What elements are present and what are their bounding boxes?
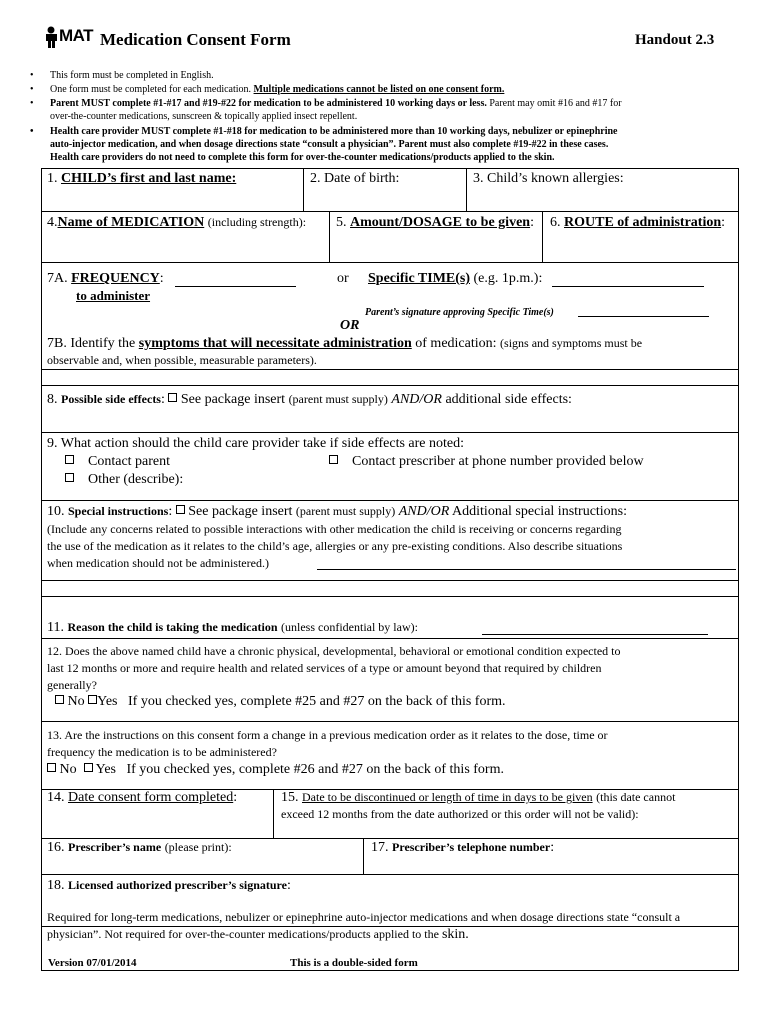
double-sided-label: This is a double-sided form	[290, 957, 418, 969]
option-contact-parent[interactable]: Contact parent	[65, 454, 170, 470]
field-9-action: 9. What action should the child care provider take if side effects are noted:	[47, 436, 464, 451]
checkbox-12-yes[interactable]	[88, 695, 97, 704]
bullet-3: • Parent MUST complete #1-#17 and #19-#22 for medication to be administered 10 working days or less. Parent may omit #16 and #17 for over-the-counter medications, sunscreen & topically applied insect repellent.	[30, 98, 622, 122]
or-divider: OR	[340, 318, 360, 333]
form-title: Medication Consent Form	[100, 30, 291, 49]
special-instructions-line[interactable]	[317, 569, 736, 570]
mat-logo	[45, 26, 93, 48]
field-7a-specific-time[interactable]: Specific TIME(s) (e.g. 1p.m.):	[368, 271, 543, 286]
special-package-insert-checkbox[interactable]	[176, 505, 185, 514]
checkbox-contact-parent[interactable]	[65, 455, 74, 464]
field-12-text-2: last 12 months or more and require health and related services of a type or amount beyond that required by children	[47, 661, 602, 675]
parent-signature-time: Parent’s signature approving Specific Time(s)	[365, 307, 554, 318]
or-label: or	[337, 271, 349, 286]
checkbox-13-no[interactable]	[47, 763, 56, 772]
parent-signature-line[interactable]	[578, 316, 709, 317]
field-11-reason[interactable]: 11. Reason the child is taking the medication (unless confidential by law):	[47, 620, 418, 635]
field-1-child-name[interactable]: 1. CHILD’s first and last name:	[47, 171, 237, 186]
checkbox-other[interactable]	[65, 473, 74, 482]
version-label: Version 07/01/2014	[48, 957, 137, 969]
field-14-date-completed[interactable]: 14. Date consent form completed:	[47, 790, 238, 805]
checkbox-12-no[interactable]	[55, 695, 64, 704]
reason-line[interactable]	[482, 634, 708, 635]
field-4-medication-name[interactable]: 4.Name of MEDICATION (including strength):	[47, 215, 307, 230]
package-insert-checkbox[interactable]	[168, 393, 177, 402]
field-12-options: No Yes If you checked yes, complete #25 and #27 on the back of this form.	[55, 694, 506, 710]
field-10-text-3: when medication should not be administered.)	[47, 556, 269, 570]
bullet-1: • This form must be completed in English.	[30, 70, 214, 81]
field-7b-note: observable and, when possible, measurable parameters).	[47, 353, 317, 367]
field-18-note-2: physician”. Not required for over-the-counter medications/products applied to the skin.	[47, 927, 469, 942]
field-10-special-instructions[interactable]: 10. Special instructions: See package insert (parent must supply) AND/OR Additional special instructions:	[47, 504, 628, 519]
bullet-4: • Health care provider MUST complete #1-#18 for medication to be administered more than 10 working days, nebulizer or epinephrine auto-injector medication, and when dosage directions state “consult a physician”. Parent must also complete #19-#22 in these cases. Health care providers do not need to complete this form for over-the-counter medications/products applied to the skin.	[30, 126, 618, 163]
field-12-text-1: 12. Does the above named child have a chronic physical, developmental, behavioral or emotional condition expected to	[47, 644, 621, 658]
field-15-discontinue[interactable]: 15. Date to be discontinued or length of time in days to be given (this date cannot	[281, 790, 676, 805]
field-10-text-2: the use of the medication as it relates to the child’s age, allergies or any pre-existing conditions. Also describe situations	[47, 539, 623, 553]
handout-number: Handout 2.3	[635, 32, 715, 48]
field-5-dosage[interactable]: 5. Amount/DOSAGE to be given:	[336, 215, 534, 230]
field-17-prescriber-phone[interactable]: 17. Prescriber’s telephone number:	[371, 840, 555, 855]
field-2-date-of-birth[interactable]: 2. Date of birth:	[310, 171, 400, 186]
field-15-note: exceed 12 months from the date authorized or this order will not be valid):	[281, 807, 639, 821]
field-13-options: No Yes If you checked yes, complete #26 and #27 on the back of this form.	[47, 762, 504, 778]
field-10-text-1: (Include any concerns related to possible interactions with other medication the child is receiving or concerns regarding	[47, 522, 622, 536]
checkbox-contact-prescriber[interactable]	[329, 455, 338, 464]
field-18-note-1: Required for long-term medications, nebulizer or epinephrine auto-injector medications and when dosage directions state “consult a	[47, 910, 681, 924]
option-contact-prescriber[interactable]: Contact prescriber at phone number provided below	[329, 454, 644, 470]
field-12-text-3: generally?	[47, 678, 97, 692]
field-7a-frequency-sub: to administer	[76, 288, 151, 303]
field-7b-symptoms[interactable]: 7B. Identify the symptoms that will necessitate administration of medication: (signs and symptoms must be	[47, 336, 643, 351]
logo-text: MAT	[59, 26, 94, 45]
frequency-line[interactable]	[175, 286, 296, 287]
field-18-prescriber-signature[interactable]: 18. Licensed authorized prescriber’s signature:	[47, 878, 291, 893]
bullet-2: • One form must be completed for each medication. Multiple medications cannot be listed on one consent form.	[30, 84, 505, 95]
option-other[interactable]: Other (describe):	[65, 472, 183, 488]
field-7a-frequency[interactable]: 7A. FREQUENCY:	[47, 271, 164, 286]
checkbox-13-yes[interactable]	[84, 763, 93, 772]
field-13-text-1: 13. Are the instructions on this consent form a change in a previous medication order as it relates to the dose, time or	[47, 728, 608, 742]
field-16-prescriber-name[interactable]: 16. Prescriber’s name (please print):	[47, 840, 232, 855]
field-6-route[interactable]: 6. ROUTE of administration:	[550, 215, 726, 230]
field-3-allergies[interactable]: 3. Child’s known allergies:	[473, 171, 624, 186]
field-13-text-2: frequency the medication is to be administered?	[47, 745, 277, 759]
specific-time-line[interactable]	[552, 286, 704, 287]
field-8-side-effects[interactable]: 8. Possible side effects: See package insert (parent must supply) AND/OR additional side effects:	[47, 392, 572, 407]
